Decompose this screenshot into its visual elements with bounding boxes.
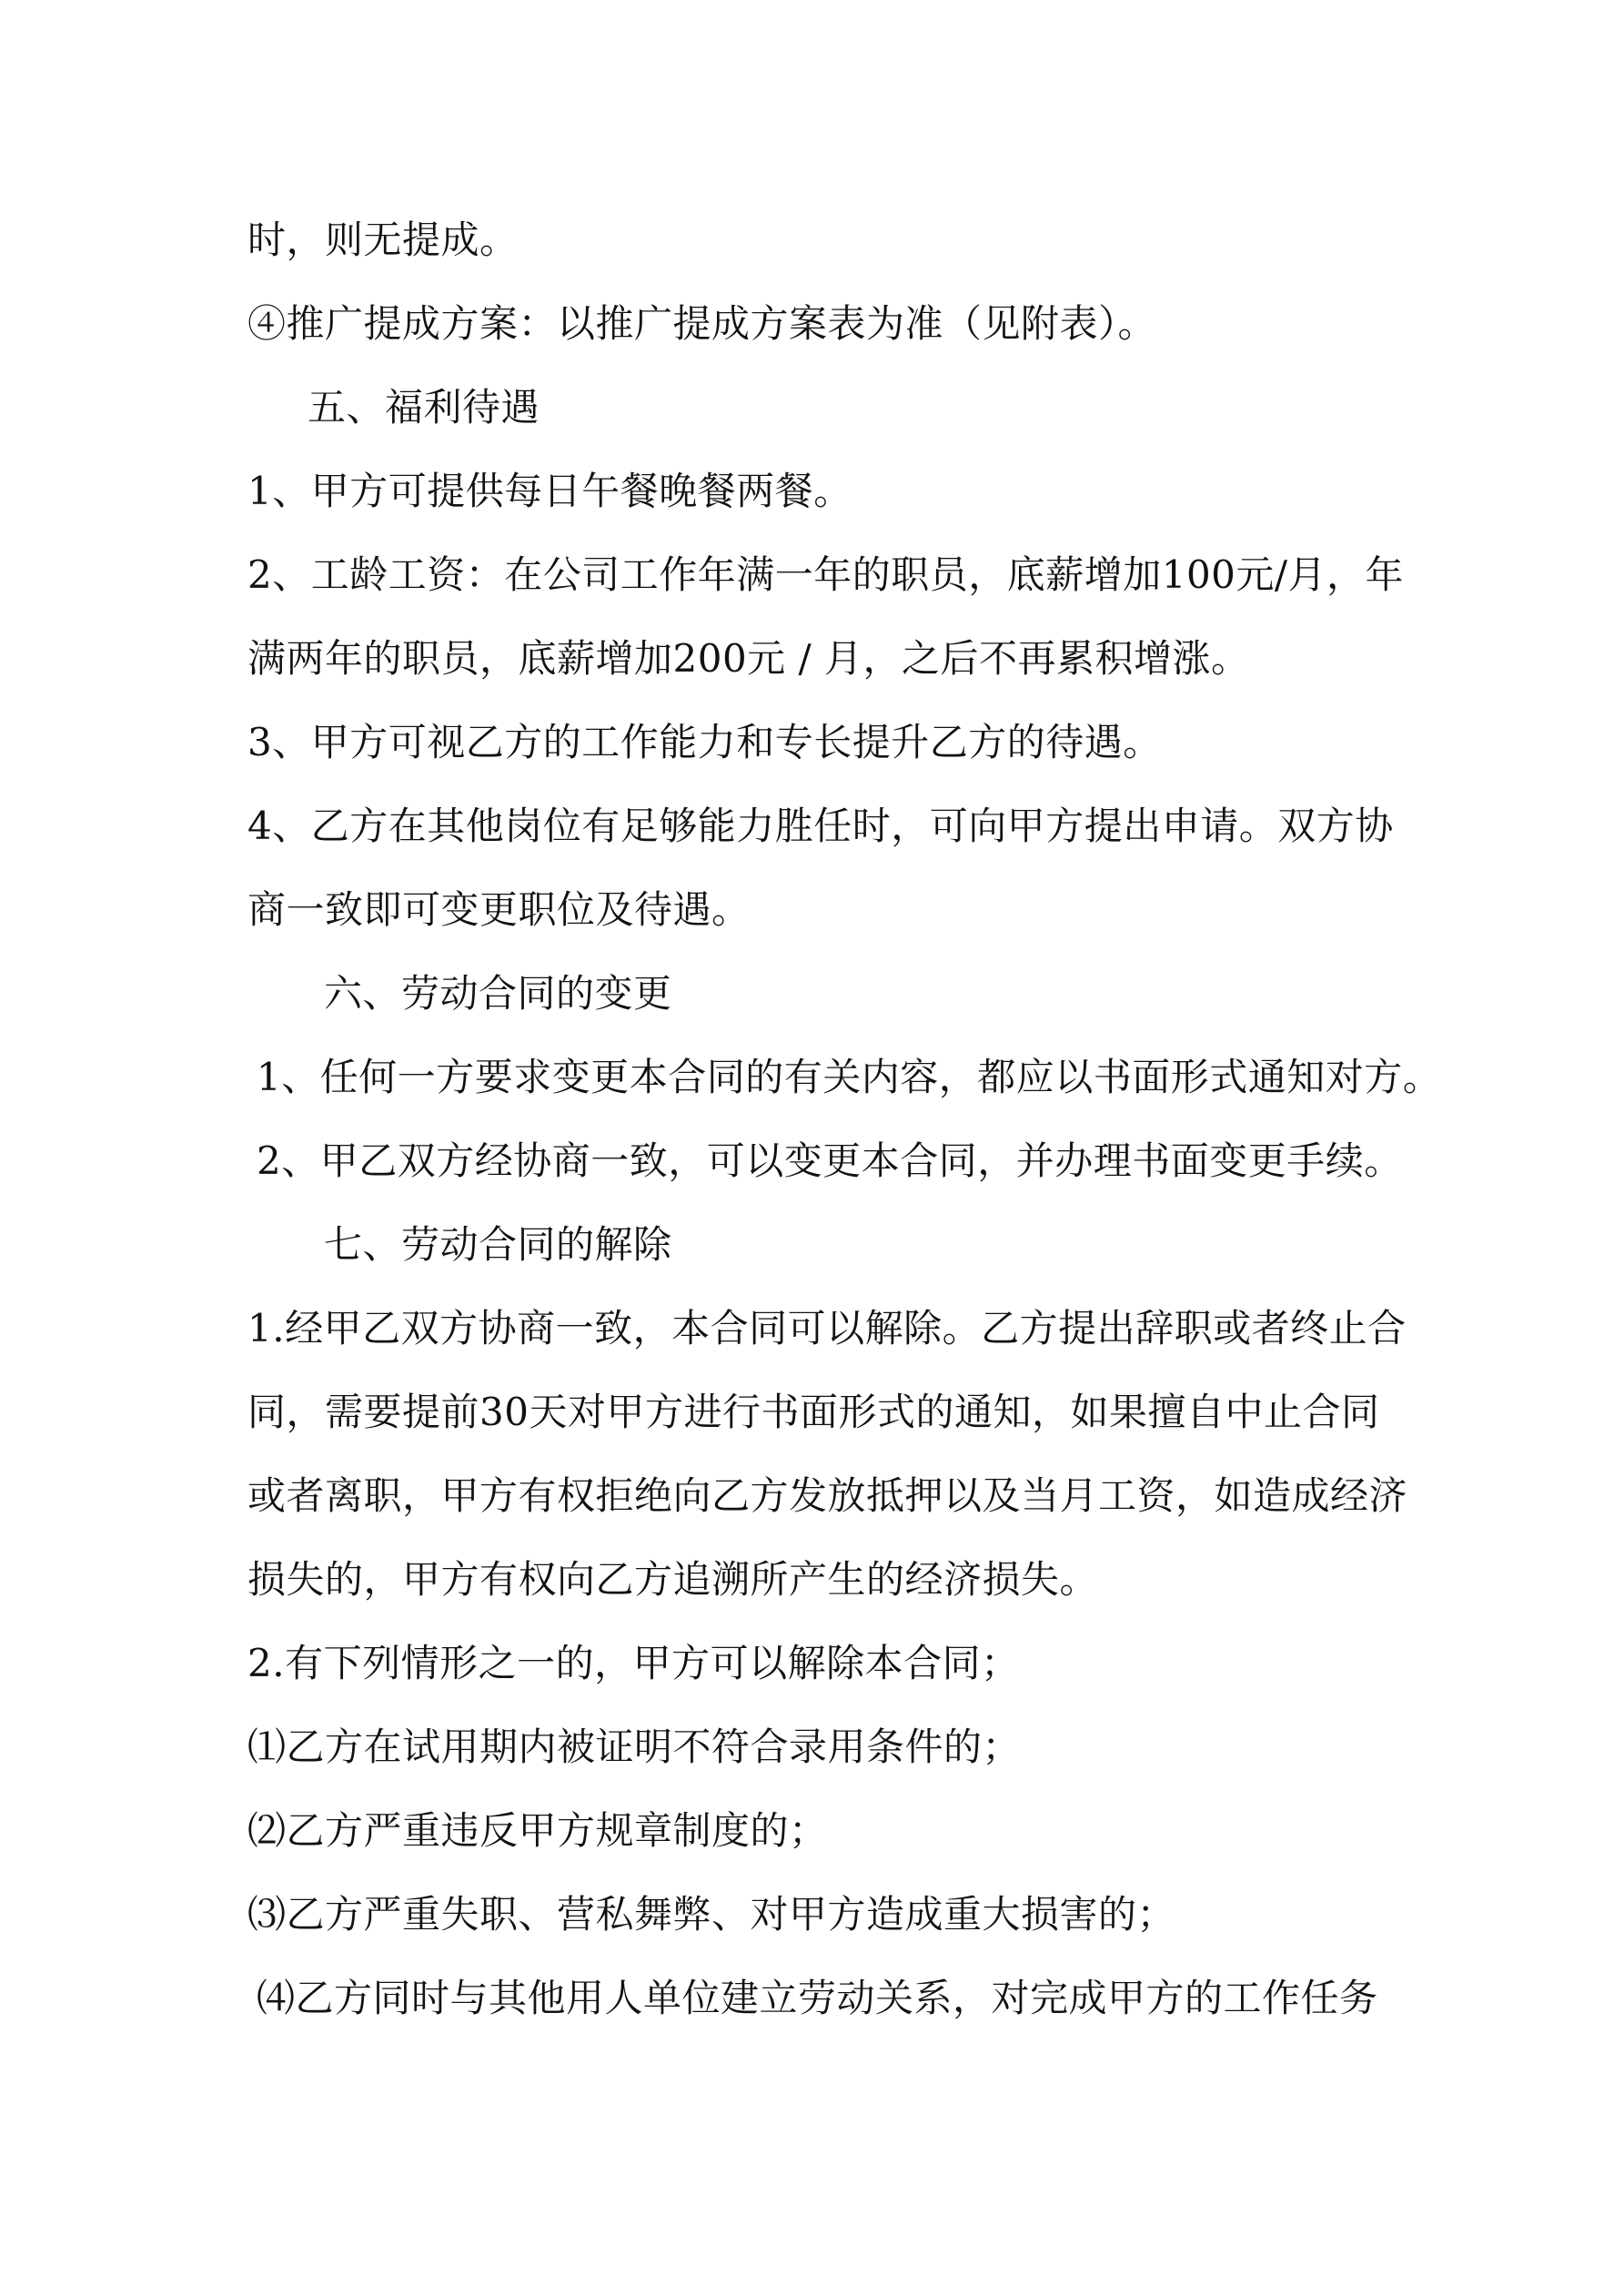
text-line: 损失的，甲方有权向乙方追溯所产生的经济损失。	[247, 1557, 1099, 1602]
text-line: 商一致即可变更职位及待遇。	[247, 887, 751, 932]
text-line: 1、甲方可提供每日午餐晚餐两餐。	[247, 469, 852, 513]
text-line: ⑶乙方严重失职、营私舞弊、对甲方造成重大损害的；	[247, 1892, 1176, 1937]
section-heading-contract-change: 六、劳动合同的变更	[324, 971, 672, 1016]
text-line: 或者离职，甲方有权拒绝向乙方发放抵押以及当月工资，如造成经济	[247, 1473, 1408, 1518]
section-heading-welfare: 五、福利待遇	[308, 385, 540, 430]
text-line: 3、甲方可视乙方的工作能力和专长提升乙方的待遇。	[247, 720, 1162, 764]
text-line: 同，需要提前30天对甲方进行书面形式的通知，如果擅自中止合同	[247, 1390, 1380, 1434]
text-line: 时，则无提成。	[247, 217, 519, 262]
section-heading-contract-termination: 七、劳动合同的解除	[324, 1222, 672, 1267]
text-line: 2、甲乙双方经协商一致，可以变更本合同，并办理书面变更手续。	[257, 1138, 1403, 1183]
text-line: ⑴乙方在试用期内被证明不符合录用条件的；	[247, 1725, 1022, 1769]
text-line: ⑷乙方同时与其他用人单位建立劳动关系，对完成甲方的工作任务	[257, 1976, 1378, 2020]
text-line: 满两年的职员，底薪增加200元 / 月，之后不再累积增涨。	[247, 636, 1250, 681]
text-line: 4、乙方在其他岗位有足够能力胜任时，可向甲方提出申请。双方协	[247, 804, 1394, 848]
text-line: 1.经甲乙双方协商一致，本合同可以解除。乙方提出辞职或者终止合	[247, 1306, 1407, 1350]
text-line: ④推广提成方案：以推广提成方案表为准（见附表）。	[247, 301, 1157, 346]
text-line: 2、工龄工资：在公司工作年满一年的职员，底薪增加100元/月，年	[247, 552, 1405, 597]
text-line: 2.有下列情形之一的，甲方可以解除本合同；	[247, 1641, 1020, 1685]
text-line: 1、任何一方要求变更本合同的有关内容，都应以书面形式通知对方。	[257, 1055, 1442, 1099]
text-line: ⑵乙方严重违反甲方规章制度的；	[247, 1808, 828, 1853]
